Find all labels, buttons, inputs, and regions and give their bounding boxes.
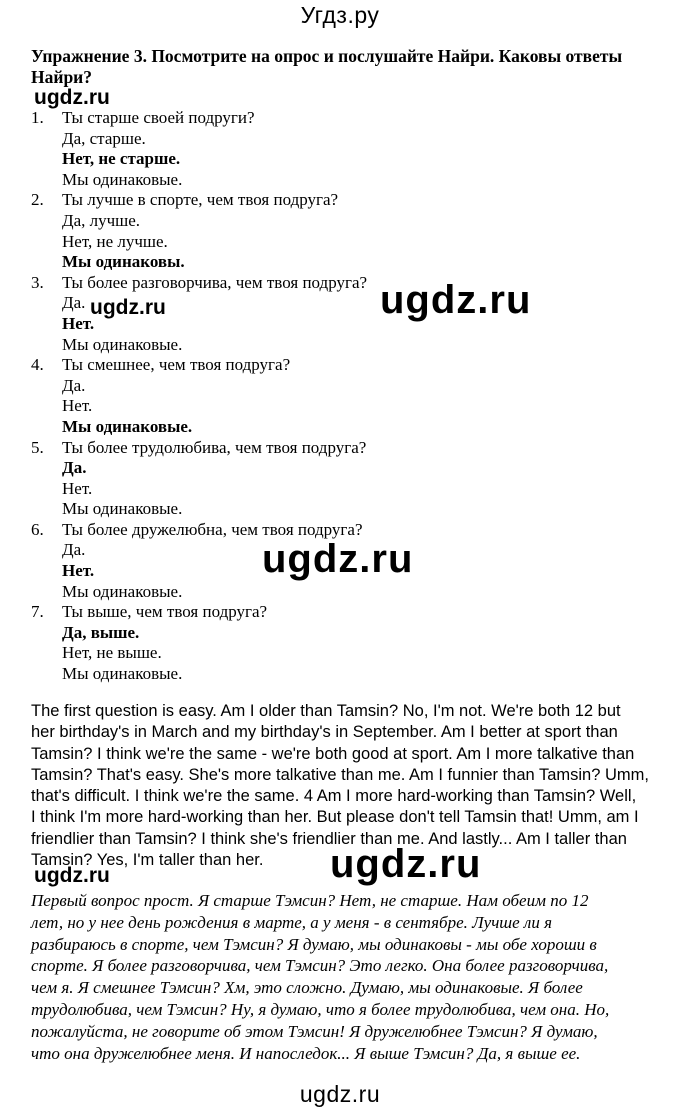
english-line: friendlier than Tamsin? I think she's friendlier than me. And lastly... Am I taller than [31,829,627,848]
translation-line: трудолюбива, чем Тэмсин? Ну, я думаю, что я более трудолюбива, чем она. Но, [31,999,610,1019]
watermark: ugdz.ru [380,278,532,322]
translation-line: пожалуйста, не говорите об этом Тэмсин! Я дружелюбнее Тэмсин? Я думаю, [31,1021,598,1041]
watermark: ugdz.ru [34,864,110,887]
translation-line: что она дружелюбнее меня. И напоследок... Я выше Тэмсин? Да, я выше ее. [31,1043,581,1063]
english-line: that's difficult. I think we're the same. 4 Am I more hard-working than Tamsin? Well, [31,787,637,806]
answer-option: Мы одинаковые. [62,334,183,354]
english-line: I think I'm more hard-working than her. But please don't tell Tamsin that! Umm, am I [31,808,639,827]
answer-option: Нет. [62,396,93,416]
question-number: 1. [31,108,44,127]
answer-option-selected: Нет. [62,561,95,581]
answer-option: Нет, не лучше. [62,231,168,251]
answer-option: Да. [62,540,86,560]
translation-line: лет, но у нее день рождения в марте, а у меня - в сентябре. Лучше ли я [31,912,552,932]
exercise-title [31,46,656,88]
question-row [31,602,651,623]
title-line: Найри? [31,67,93,87]
answer-option-selected: Нет, не старше. [62,149,181,169]
watermark: ugdz.ru [34,86,110,109]
watermark: ugdz.ru [330,842,482,886]
question-number: 6. [31,519,44,539]
answer-option: Нет. [62,478,93,498]
answer-option: Мы одинаковые. [62,664,183,684]
english-line: her birthday's in March and my birthday's in September. Am I better at sport than [31,723,618,742]
answer-option: Да, старше. [62,128,146,148]
question-number: 7. [31,602,44,622]
question-row [31,108,651,129]
question-row [31,355,651,376]
question-text: Ты более дружелюбна, чем твоя подруга? [62,519,363,539]
site-footer: ugdz.ru [299,1081,381,1107]
translation-line: чем я. Я смешнее Тэмсин? Хм, это сложно. Думаю, мы одинаковые. Я более [31,978,583,998]
question-text: Ты более трудолюбива, чем твоя подруга? [62,437,367,457]
english-line: The first question is easy. Am I older than Tamsin? No, I'm not. We're both 12 but [31,702,621,720]
survey-question [31,355,651,437]
answer-option-selected: Да, выше. [62,622,140,642]
survey-question [31,190,651,272]
answer-option: Мы одинаковые. [62,581,183,601]
question-text: Ты более разговорчива, чем твоя подруга? [62,272,368,292]
answer-option-selected: Мы одинаковы. [62,252,185,272]
survey-question [31,438,651,520]
answer-option: Мы одинаковые. [62,169,183,189]
question-number: 3. [31,272,44,292]
translation-line: Первый вопрос прост. Я старше Тэмсин? Нет, не старше. Нам обеим по 12 [31,891,589,910]
english-line: Tamsin? I think we're the same - we're both good at sport. Am I more talkative than [31,744,635,763]
question-text: Ты выше, чем твоя подруга? [62,602,268,622]
translation-line: разбираюсь в спорте, чем Тэмсин? Я думаю, мы одинаковы - мы обе хороши в [31,934,597,954]
answer-option: Мы одинаковые. [62,499,183,519]
question-number: 4. [31,355,44,375]
answer-option: Да, лучше. [62,210,141,230]
site-header: Угдз.ру [300,2,380,28]
english-line: Tamsin? Yes, I'm taller than her. [31,851,264,870]
watermark: ugdz.ru [90,296,166,319]
english-line: Tamsin? That's easy. She's more talkative than me. Am I funnier than Tamsin? Umm, [31,765,649,784]
question-number: 5. [31,437,44,457]
question-text: Ты смешнее, чем твоя подруга? [62,355,291,375]
russian-translation [31,890,661,1064]
translation-line: спорте. Я более разговорчива, чем Тэмсин? Это легко. Она более разговорчива, [31,956,609,976]
question-row [31,438,651,459]
answer-option: Да. [62,293,86,313]
answer-option: Да. [62,375,86,395]
survey-question [31,108,651,190]
title-line: Упражнение 3. Посмотрите на опрос и послушайте Найри. Каковы ответы [31,46,623,66]
answer-option-selected: Да. [62,458,87,478]
question-row [31,273,651,294]
question-number: 2. [31,190,44,210]
answer-option-selected: Мы одинаковые. [62,416,193,436]
survey-list [31,108,651,685]
answer-option: Нет, не выше. [62,643,162,663]
question-text: Ты старше своей подруги? [62,108,255,127]
survey-question [31,602,651,684]
watermark: ugdz.ru [262,537,414,581]
question-row [31,190,651,211]
question-text: Ты лучше в спорте, чем твоя подруга? [62,190,339,210]
answer-option-selected: Нет. [62,313,95,333]
